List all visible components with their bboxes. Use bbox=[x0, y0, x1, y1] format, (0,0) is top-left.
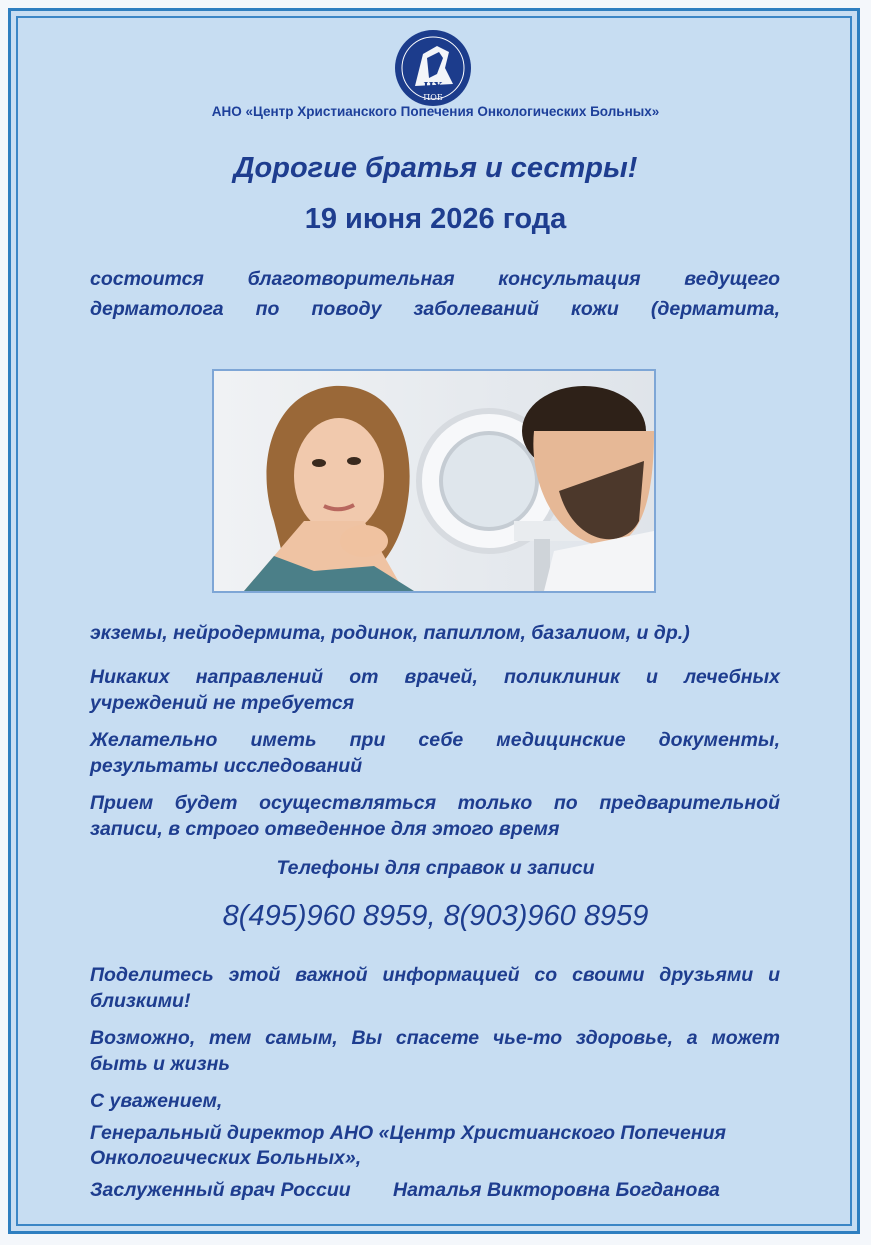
intro-line-1: состоится благотворительная консультация ведущего bbox=[90, 268, 780, 290]
share-line-2: близкими! bbox=[90, 990, 191, 1012]
event-date: 19 июня 2026 года bbox=[304, 203, 567, 235]
documents-line-2: результаты исследований bbox=[90, 755, 363, 777]
director-title-line-1: Генеральный директор АНО «Центр Христианского Попечения bbox=[90, 1122, 726, 1144]
appointment-line-1: Прием будет осуществляться только по предварительной bbox=[90, 792, 780, 814]
save-health-line-1: Возможно, тем самым, Вы спасете чье-то здоровье, а может bbox=[90, 1027, 780, 1049]
no-referral-line-1: Никаких направлений от врачей, поликлиник и лечебных bbox=[90, 666, 780, 688]
honor-title: Заслуженный врач России bbox=[90, 1179, 351, 1201]
intro-line-2: дерматолога по поводу заболеваний кожи (дерматита, bbox=[90, 298, 780, 320]
phones-label: Телефоны для справок и записи bbox=[276, 857, 595, 879]
share-line-1: Поделитесь этой важной информацией со своими друзьями и bbox=[90, 964, 780, 986]
svg-text:ПОБ: ПОБ bbox=[423, 93, 443, 102]
appointment-line-2: записи, в строго отведенное для этого время bbox=[90, 818, 560, 840]
regards-text: С уважением, bbox=[90, 1090, 223, 1112]
documents-line-1: Желательно иметь при себе медицинские документы, bbox=[90, 729, 780, 751]
consultation-photo bbox=[212, 369, 656, 593]
save-health-line-2: быть и жизнь bbox=[90, 1053, 230, 1075]
svg-text:ЦХ: ЦХ bbox=[423, 80, 443, 93]
organization-seal-icon bbox=[393, 28, 473, 108]
phone-numbers: 8(495)960 8959, 8(903)960 8959 bbox=[222, 900, 649, 932]
greeting-title: Дорогие братья и сестры! bbox=[233, 152, 638, 184]
organization-name: АНО «Центр Христианского Попечения Онкологических Больных» bbox=[211, 104, 660, 119]
director-title-line-2: Онкологических Больных», bbox=[90, 1147, 362, 1169]
intro-continuation: экземы, нейродермита, родинок, папиллом, базалиом, и др.) bbox=[90, 622, 690, 644]
dermatologist-examination-image bbox=[214, 371, 654, 591]
no-referral-line-2: учреждений не требуется bbox=[90, 692, 355, 714]
director-name: Наталья Викторовна Богданова bbox=[393, 1179, 720, 1201]
